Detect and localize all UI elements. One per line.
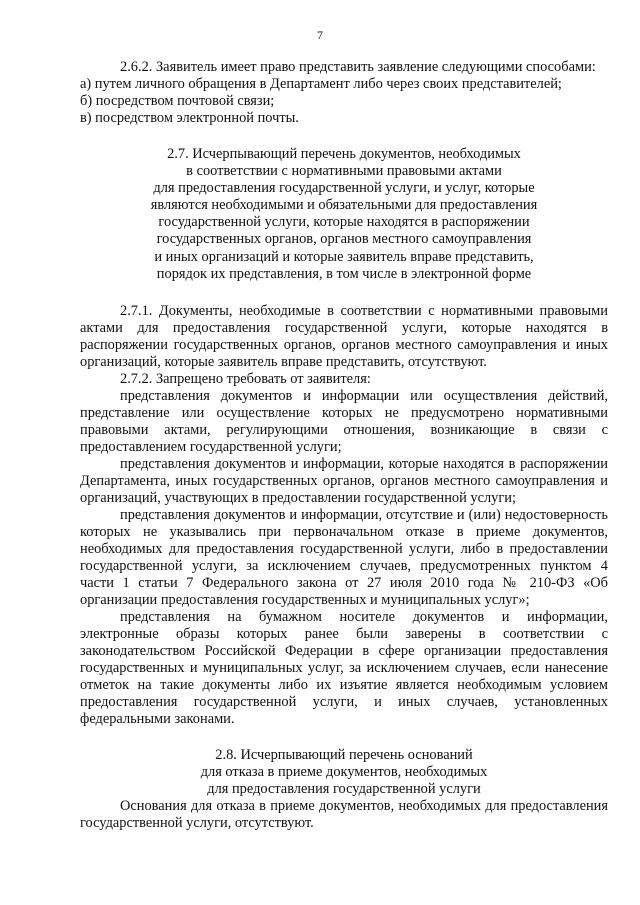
prohibition-item-1 bbox=[80, 388, 608, 456]
paragraph-line: представления документов и информации, отсутствие и (или) недостоверность bbox=[120, 506, 608, 523]
paragraph-line: организации предоставления государственных и муниципальных услуг»; bbox=[80, 591, 530, 608]
paragraph-line: предоставления государственной услуги, и иных случаев, установленных bbox=[80, 693, 608, 710]
prohibition-item-3 bbox=[80, 507, 608, 609]
section-heading-line: государственной услуги, которые находятся в распоряжении bbox=[158, 214, 530, 231]
paragraph-line: актами для предоставления государственной услуги, которые находятся в bbox=[80, 319, 608, 336]
paragraph-line: необходимых для предоставления государственной услуги, либо в предоставлении bbox=[80, 540, 608, 557]
section-heading-line: для предоставления государственной услуги bbox=[207, 780, 481, 797]
section-heading-line: государственных органов, органов местного самоуправления bbox=[156, 231, 532, 248]
paragraph-line: Департамента, иных государственных органов, органов местного самоуправления и bbox=[80, 472, 608, 489]
section-heading-line: для предоставления государственной услуги, и услуг, которые bbox=[153, 180, 535, 197]
paragraph-line: 2.7.1. Документы, необходимые в соответствии с нормативными правовыми bbox=[120, 302, 608, 319]
section-heading-line: в соответствии с нормативными правовыми актами bbox=[186, 163, 502, 180]
clause-2-6-2-option-c: в) посредством электронной почты. bbox=[80, 110, 299, 126]
section-heading-line: порядок их представления, в том числе в электронной форме bbox=[156, 265, 532, 282]
clause-2-6-2-intro: 2.6.2. Заявитель имеет право представить заявление следующими способами: bbox=[120, 59, 596, 75]
paragraph-line: Основания для отказа в приеме документов, необходимых для предоставления bbox=[120, 798, 608, 815]
paragraph-line: представление или осуществление которых не предусмотрено нормативными bbox=[80, 404, 608, 421]
prohibition-item-2 bbox=[80, 456, 608, 507]
section-2-7-heading bbox=[80, 146, 608, 283]
document-body bbox=[80, 59, 608, 832]
paragraph-line: государственной услуги, отсутствуют. bbox=[80, 815, 314, 832]
section-heading-line: и иных организаций и которые заявитель вправе представить, bbox=[154, 248, 534, 265]
paragraph-line: законодательством Российской Федерации в сфере организации предоставления bbox=[80, 642, 608, 659]
paragraph-line: организаций, участвующих в предоставлении государственной услуги; bbox=[80, 489, 516, 506]
clause-2-6-2 bbox=[80, 59, 608, 127]
paragraph-line: отметок на такие документы либо их изъятие является необходимым условием bbox=[80, 676, 608, 693]
paragraph-line: части 1 статьи 7 Федерального закона от 27 июля 2010 года № 210-ФЗ «Об bbox=[80, 574, 608, 591]
clause-2-6-2-option-b: б) посредством почтовой связи; bbox=[80, 93, 275, 109]
clause-2-7-2: 2.7.2. Запрещено требовать от заявителя: bbox=[120, 370, 371, 387]
section-2-8-body bbox=[80, 798, 608, 832]
section-2-8-heading bbox=[80, 747, 608, 798]
paragraph-line: представления на бумажном носителе документов и информации, bbox=[120, 608, 608, 625]
section-heading-line: для отказа в приеме документов, необходимых bbox=[200, 763, 488, 780]
page-number: 7 bbox=[317, 28, 323, 42]
paragraph-line: организаций, которые заявитель вправе представить, отсутствуют. bbox=[80, 353, 487, 370]
paragraph-line: которых не указывались при первоначальном отказе в приеме документов, bbox=[80, 523, 608, 540]
paragraph-line: государственной услуги, за исключением случаев, предусмотренных пунктом 4 bbox=[80, 557, 608, 574]
paragraph-line: распоряжении государственных органов, органов местного самоуправления и иных bbox=[80, 336, 608, 353]
clause-2-7-1 bbox=[80, 303, 608, 371]
clause-2-6-2-option-a: а) путем личного обращения в Департамент либо через своих представителей; bbox=[80, 76, 562, 92]
section-heading-line: 2.7. Исчерпывающий перечень документов, необходимых bbox=[167, 146, 521, 162]
paragraph-line: электронные образы которых ранее были заверены в соответствии с bbox=[80, 625, 608, 642]
paragraph-line: правовыми актами, регулирующими отношения, возникающие в связи с bbox=[80, 421, 608, 438]
paragraph-line: федеральными законами. bbox=[80, 710, 235, 727]
section-heading-line: являются необходимыми и обязательными для предоставления bbox=[150, 197, 538, 214]
paragraph-line: представления документов и информации, которые находятся в распоряжении bbox=[120, 455, 608, 472]
paragraph-line: государственных и муниципальных услуг, за исключением случаев, если нанесение bbox=[80, 659, 608, 676]
section-heading-line: 2.8. Исчерпывающий перечень оснований bbox=[215, 746, 473, 763]
prohibition-item-4 bbox=[80, 609, 608, 728]
paragraph-line: представления документов и информации или осуществления действий, bbox=[120, 387, 608, 404]
paragraph-line: предоставлением государственной услуги; bbox=[80, 438, 342, 455]
